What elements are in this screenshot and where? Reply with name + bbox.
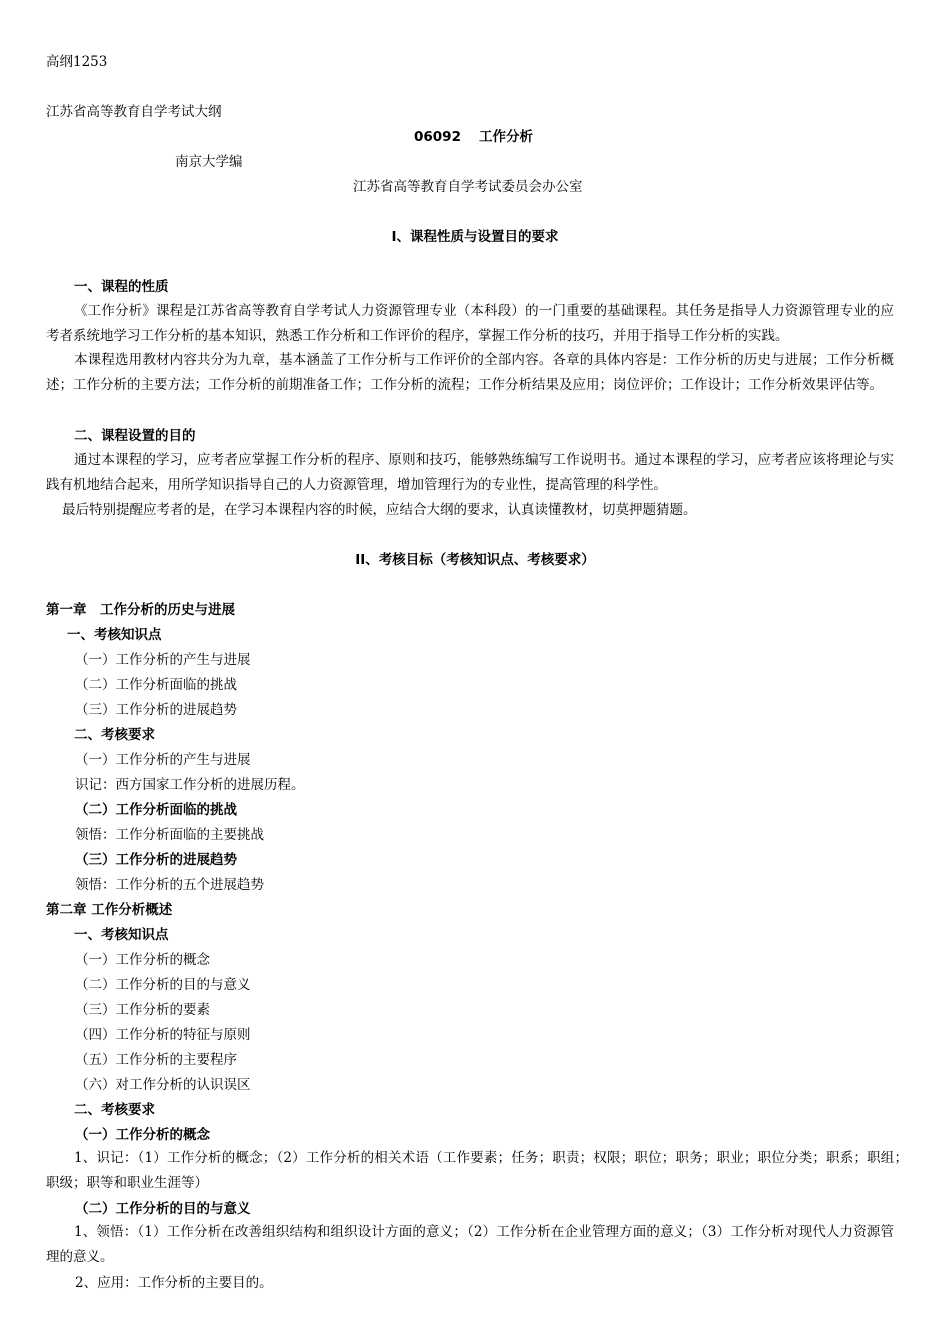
list-item: （一）工作分析的产生与进展: [75, 652, 251, 668]
requirement-text: 领悟：工作分析面临的主要挑战: [75, 827, 264, 843]
editor: 南京大学编: [175, 154, 243, 170]
list-item: （三）工作分析的进展趋势: [75, 702, 237, 718]
requirement-text: 领悟：工作分析的五个进展趋势: [75, 877, 264, 893]
subsection-heading: （二）工作分析面临的挑战: [75, 802, 237, 818]
office: 江苏省高等教育自学考试委员会办公室: [353, 179, 583, 195]
section-heading: 二、课程设置的目的: [74, 428, 196, 444]
paragraph: 最后特别提醒应考者的是，在学习本课程内容的时候，应结合大纲的要求，认真读懂教材，切莫押题猜题。: [62, 502, 697, 518]
list-item: （一）工作分析的产生与进展: [75, 752, 251, 768]
part1-heading: I、课程性质与设置目的要求: [391, 229, 559, 245]
section-heading: 二、考核要求: [74, 727, 155, 743]
list-item: （一）工作分析的概念: [75, 952, 210, 968]
list-item: （五）工作分析的主要程序: [75, 1052, 237, 1068]
paragraph: 1、识记：（1）工作分析的概念；（2）工作分析的相关术语（工作要素；任务；职责；权限；职位；职务；职业；职位分类；职系；职组；职级；职等和职业生涯等）: [46, 1150, 908, 1191]
outline-title: 江苏省高等教育自学考试大纲: [46, 104, 222, 120]
paragraph: 《工作分析》课程是江苏省高等教育自学考试人力资源管理专业（本科段）的一门重要的基础课程。其任务是指导人力资源管理专业的应考者系统地学习工作分析的基本知识，熟悉工作分析和工作评价的程序，掌握工作分析的技巧，并用于指导工作分析的实践。: [46, 303, 894, 344]
part2-heading: II、考核目标（考核知识点、考核要求）: [355, 552, 595, 568]
section-heading: 一、考核知识点: [67, 627, 162, 643]
chapter-title: 第一章 工作分析的历史与进展: [46, 602, 235, 618]
chapter-title: 第二章 工作分析概述: [46, 902, 173, 918]
subsection-heading: （二）工作分析的目的与意义: [75, 1201, 251, 1217]
course-name: 工作分析: [479, 129, 533, 145]
section-heading: 一、考核知识点: [74, 927, 169, 943]
requirement-text: 2、应用：工作分析的主要目的。: [75, 1275, 273, 1291]
list-item: （二）工作分析的目的与意义: [75, 977, 251, 993]
paragraph: 1、领悟：（1）工作分析在改善组织结构和组织设计方面的意义；（2）工作分析在企业管理方面的意义；（3）工作分析对现代人力资源管理的意义。: [46, 1224, 894, 1265]
requirement-text: 识记：西方国家工作分析的进展历程。: [75, 777, 305, 793]
doc-code: 高纲1253: [46, 54, 108, 70]
list-item: （六）对工作分析的认识误区: [75, 1077, 251, 1093]
paragraph: 本课程选用教材内容共分为九章，基本涵盖了工作分析与工作评价的全部内容。各章的具体内容是：工作分析的历史与进展；工作分析概述；工作分析的主要方法；工作分析的前期准备工作；工作分析的流程；工作分析结果及应用；岗位评价；工作设计；工作分析效果评估等。: [46, 352, 894, 393]
paragraph: 通过本课程的学习，应考者应掌握工作分析的程序、原则和技巧，能够熟练编写工作说明书。通过本课程的学习，应考者应该将理论与实践有机地结合起来，用所学知识指导自己的人力资源管理，增加管理行为的专业性，提高管理的科学性。: [46, 452, 894, 493]
subsection-heading: （一）工作分析的概念: [75, 1127, 210, 1143]
subsection-heading: （三）工作分析的进展趋势: [75, 852, 237, 868]
list-item: （三）工作分析的要素: [75, 1002, 210, 1018]
section-heading: 一、课程的性质: [74, 279, 169, 295]
list-item: （四）工作分析的特征与原则: [75, 1027, 251, 1043]
list-item: （二）工作分析面临的挑战: [75, 677, 237, 693]
course-code: 06092: [414, 129, 461, 145]
section-heading: 二、考核要求: [74, 1102, 155, 1118]
